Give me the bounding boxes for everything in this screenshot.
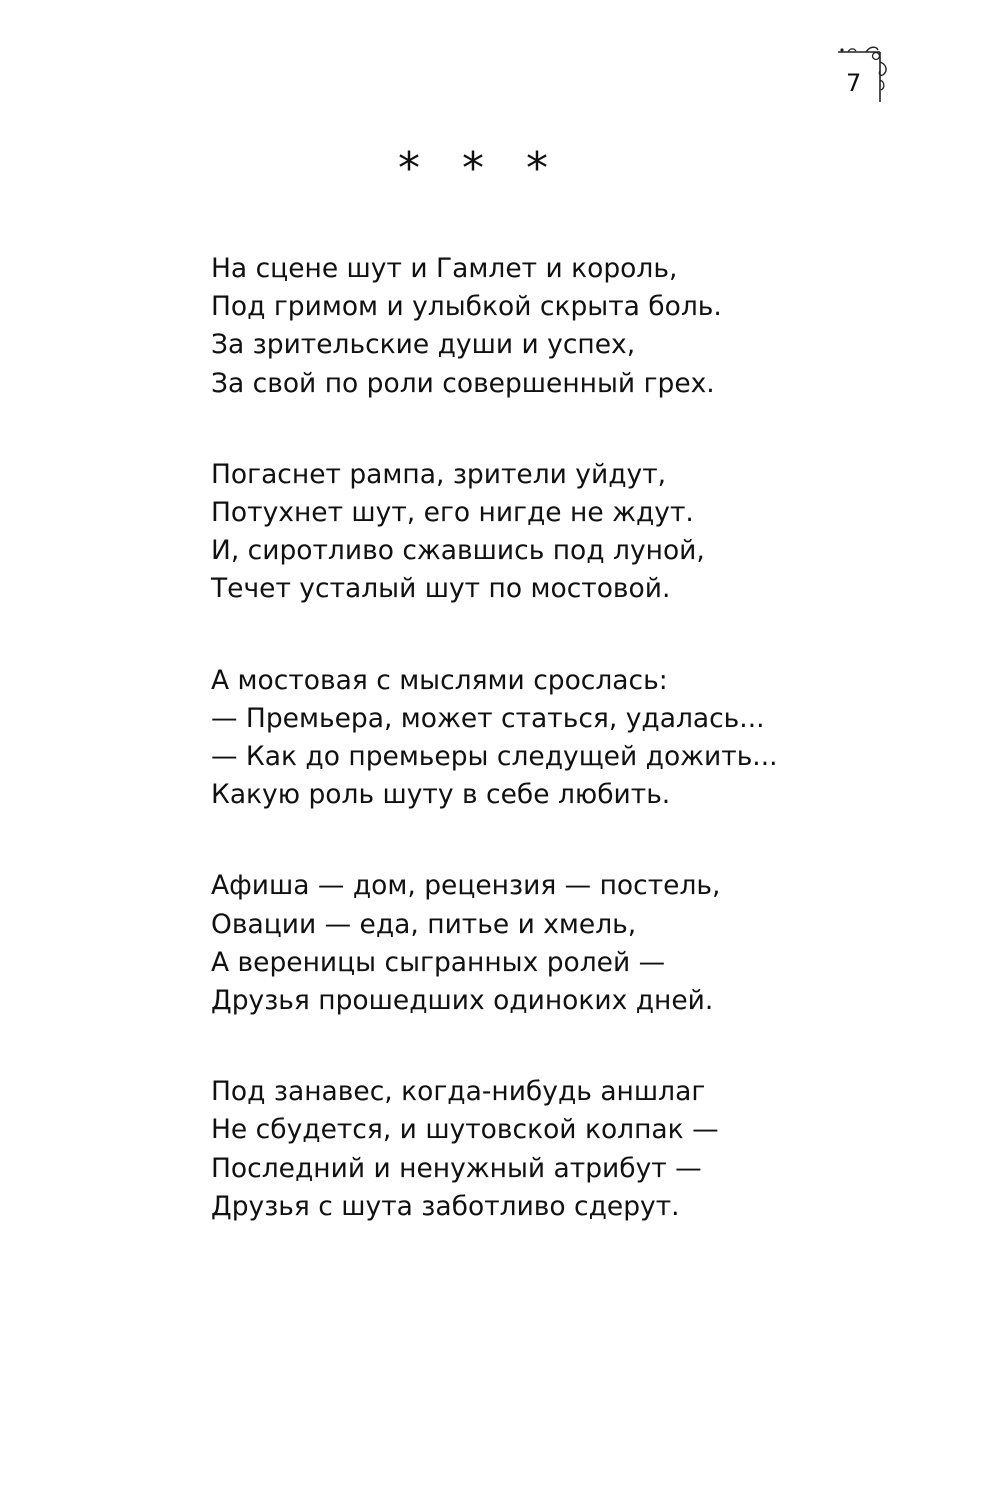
poem-line: За зрительские души и успех, (211, 329, 636, 361)
poem-line: Потухнет шут, его нигде не ждут. (211, 497, 694, 529)
stanza-4 (211, 867, 931, 1020)
poem-line: Друзья с шута заботливо сдерут. (211, 1190, 680, 1222)
poem-line: Течет усталый шут по мостовой. (211, 573, 671, 605)
stanza-1 (211, 250, 931, 403)
poem-line: А мостовая с мыслями срослась: (211, 664, 668, 696)
poem-line: Под гримом и улыбкой скрыта боль. (211, 291, 722, 323)
poem-line: Друзья прошедших одиноких дней. (211, 985, 714, 1017)
stanza-2 (211, 456, 931, 609)
poem-body (211, 250, 931, 1279)
page-number: 7 (846, 69, 862, 97)
poem-line: Погаснет рампа, зрители уйдут, (211, 458, 667, 490)
poem-line: Какую роль шуту в себе любить. (211, 779, 671, 811)
corner-flourish-icon (836, 44, 892, 104)
poem-line: Не сбудется, и шутовской колпак — (211, 1114, 719, 1146)
poem-line: Афиша — дом, рецензия — постель, (211, 870, 721, 902)
poem-title-asterisks: * * * (398, 143, 562, 194)
poem-line: И, сиротливо сжавшись под луной, (211, 535, 705, 567)
poem-line: На сцене шут и Гамлет и король, (211, 253, 678, 284)
poem-line: За свой по роли совершенный грех. (211, 367, 715, 399)
poem-line: А вереницы сыгранных ролей — (211, 946, 666, 978)
poem-line: Овации — еда, питье и хмель, (211, 908, 637, 940)
poem-line: Под занавес, когда-нибудь аншлаг (211, 1076, 706, 1108)
poem-line: — Премьера, может статься, удалась... (211, 702, 765, 734)
poem-line: — Как до премьеры следущей дожить... (211, 741, 778, 773)
stanza-5 (211, 1073, 931, 1226)
poem-line: Последний и ненужный атрибут — (211, 1152, 702, 1184)
stanza-3 (211, 662, 931, 815)
